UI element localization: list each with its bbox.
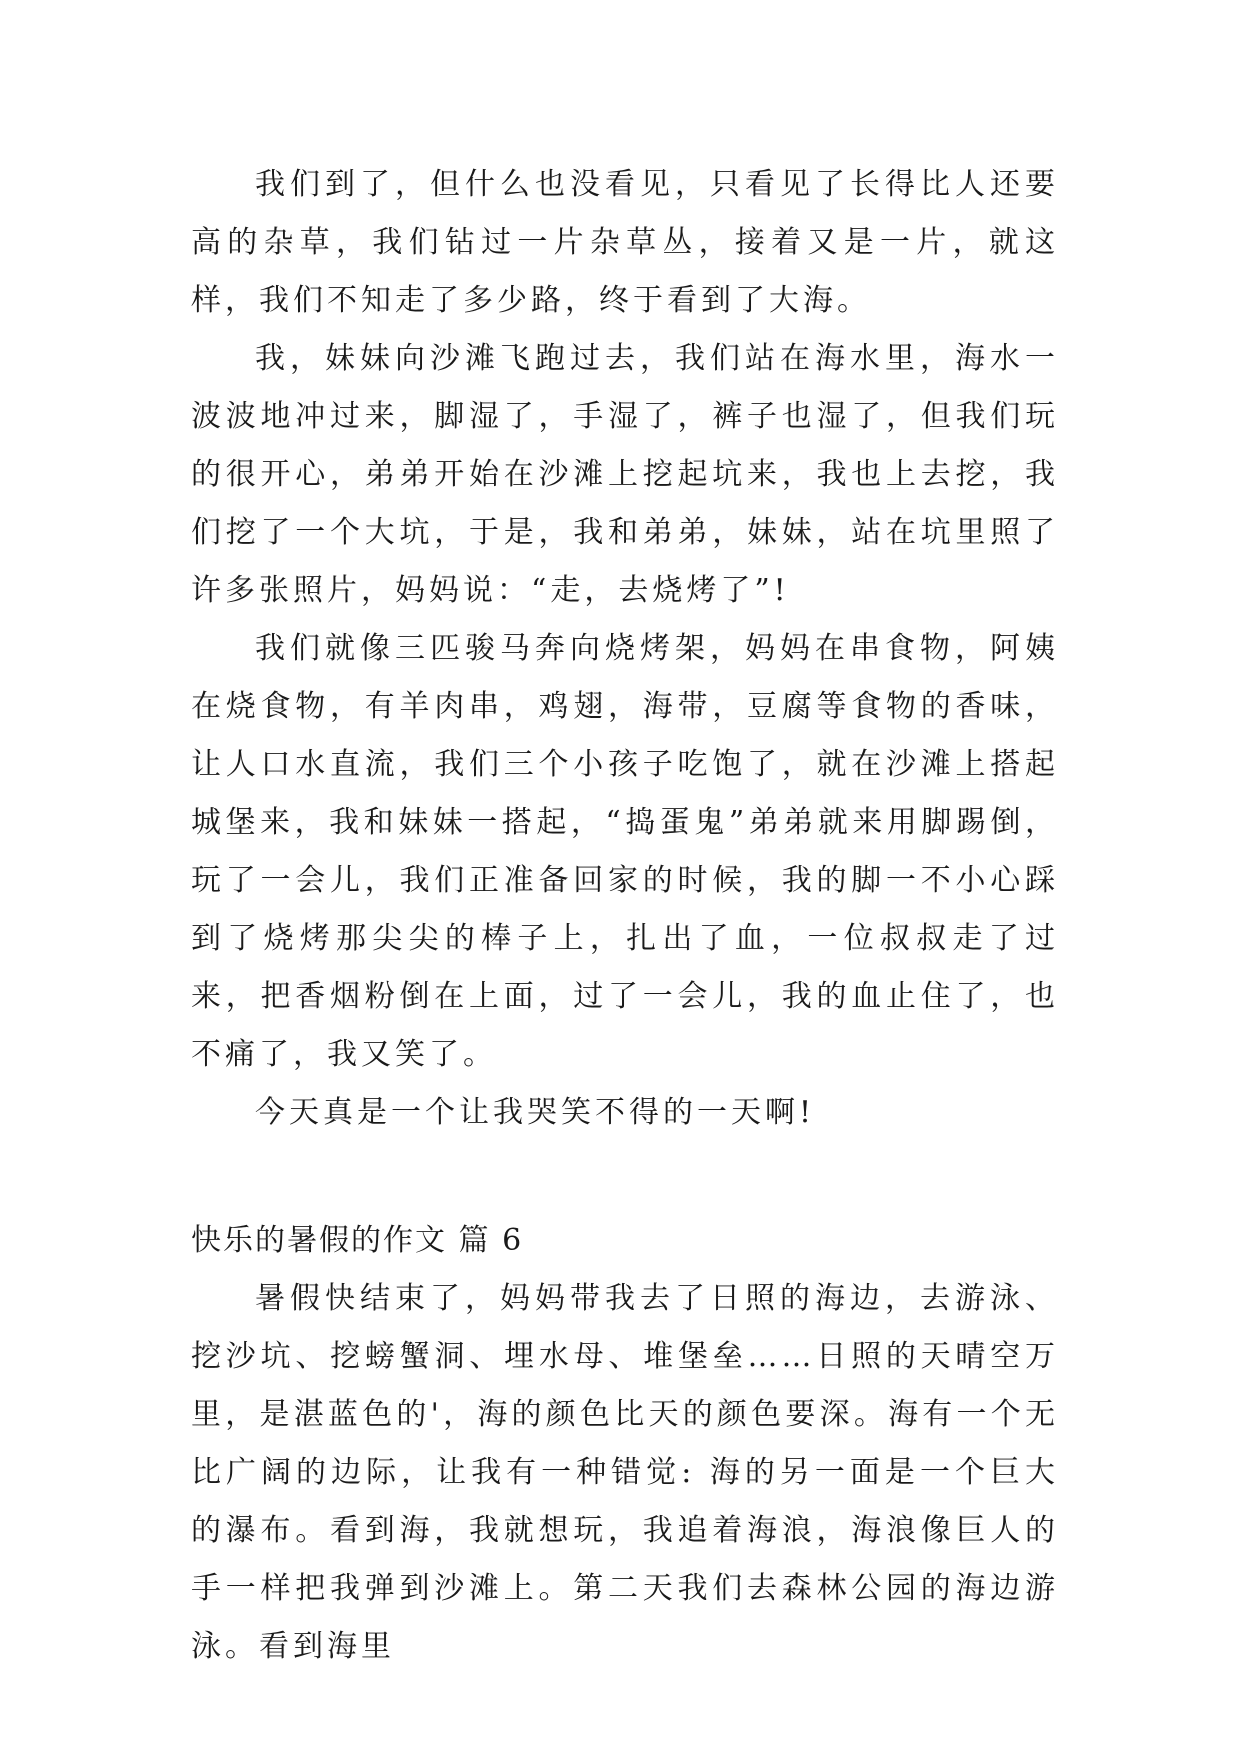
paragraph-beach: 我，妹妹向沙滩飞跑过去，我们站在海水里，海水一波波地冲过来，脚湿了，手湿了，裤子也湿了，但我们玩的很开心，弟弟开始在沙滩上挖起坑来，我也上去挖，我们挖了一个大坑，于是，我和弟弟，妹妹，站在坑里照了许多张照片，妈妈说：“走，去烧烤了”! (191, 341, 1059, 608)
paragraph-closing: 今天真是一个让我哭笑不得的一天啊! (255, 1095, 816, 1130)
paragraph-section6: 暑假快结束了，妈妈带我去了日照的海边，去游泳、挖沙坑、挖螃蟹洞、埋水母、堆堡垒……日照的天晴空万里，是湛蓝色的'，海的颜色比天的颜色要深。海有一个无比广阔的边际，让我有一种错觉: 海的另一面是一个巨大的瀑布。看到海，我就想玩，我追着海浪，海浪像巨人的手一样把我弹到沙滩上。第二天我们去森林公园的海边游泳。看到海里 (191, 1281, 1059, 1664)
paragraph-arrival: 我们到了，但什么也没看见，只看见了长得比人还要高的杂草，我们钻过一片杂草丛，接着又是一片，就这样，我们不知走了多少路，终于看到了大海。 (191, 167, 1059, 318)
paragraph-barbecue: 我们就像三匹骏马奔向烧烤架，妈妈在串食物，阿姨在烧食物，有羊肉串，鸡翅，海带，豆腐等食物的香味，让人口水直流，我们三个小孩子吃饱了，就在沙滩上搭起城堡来，我和妹妹一搭起，“捣蛋鬼”弟弟就来用脚踢倒，玩了一会儿，我们正准备回家的时候，我的脚一不小心踩到了烧烤那尖尖的棒子上，扎出了血，一位叔叔走了过来，把香烟粉倒在上面，过了一会儿，我的血止住了，也不痛了，我又笑了。 (191, 631, 1059, 1072)
document-page (191, 156, 1059, 1676)
section-title: 快乐的暑假的作文 篇 6 (191, 1223, 524, 1258)
